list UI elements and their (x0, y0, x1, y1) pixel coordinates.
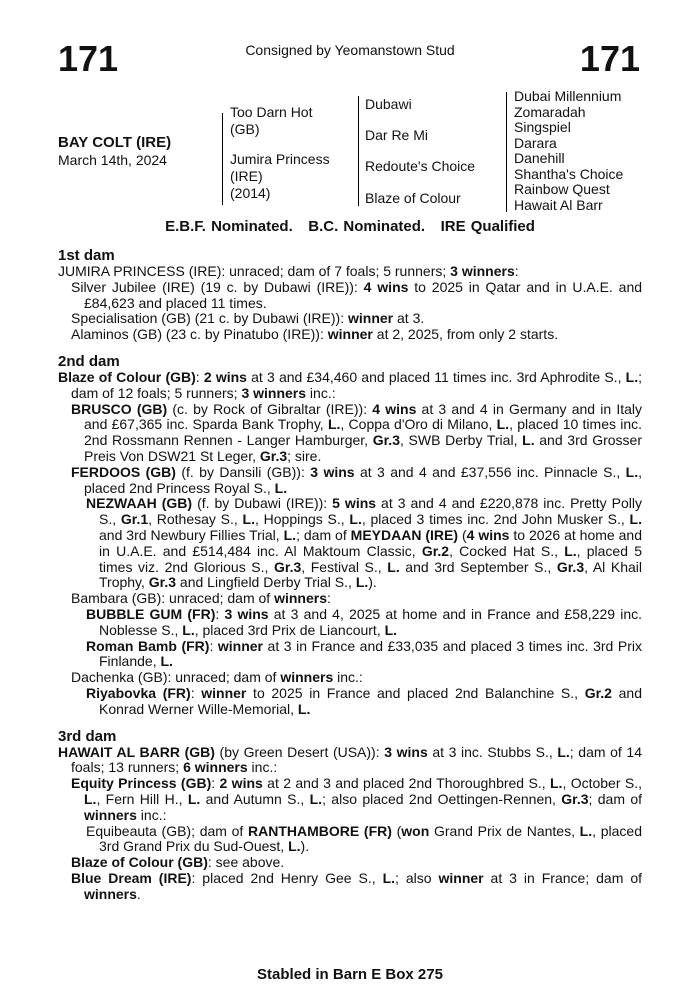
pedigree-dam-sire: Redoute's Choice (365, 158, 476, 174)
pedigree-sire-dam: Dar Re Mi (365, 127, 429, 143)
dam-entry: Blaze of Colour (GB): 2 wins at 3 and £34,460 and placed 11 times inc. 3rd Aphrodite S., L.; dam of 12 foals; 5 runners; 3 winners inc.: (58, 368, 642, 401)
produce-entry: BRUSCO (GB) (c. by Rock of Gibraltar (IRE)): 4 wins at 3 and 4 in Germany and in Italy and £67,365 inc. Sparda Bank Trophy, L., Coppa d'Oro di Milano, L., placed 10 times inc. 2nd Rossmann Rennen - Langer Hamburger, Gr.3, SWB Derby Trial, L. and 3rd Grosser Preis Von DSW21 St Leger, Gr.3; sire. (71, 400, 643, 464)
section-second-dam: 2nd dam (58, 352, 120, 370)
pedigree-sire-sire: Dubawi (365, 96, 412, 112)
produce-entry: Dachenka (GB): unraced; dam of winners inc.: (71, 669, 363, 686)
produce-entry: Blaze of Colour (GB): see above. (71, 854, 285, 871)
foaling-date: March 14th, 2024 (58, 152, 167, 168)
gen4-item: Rainbow Quest (514, 181, 610, 197)
produce-entry: Bambara (GB): unraced; dam of winners: (71, 590, 331, 607)
section-first-dam: 1st dam (58, 247, 115, 264)
gen4-item: Dubai Millennium (514, 88, 622, 104)
produce-entry: Equity Princess (GB): 2 wins at 2 and 3 and placed 2nd Thoroughbred S., L., October S., L., Fern Hill H., L. and Autumn S., L.; also placed 2nd Oettingen-Rennen, Gr.3; dam of winners inc.: (71, 775, 642, 823)
produce-entry: Silver Jubilee (IRE) (19 c. by Dubawi (IRE)): 4 wins to 2025 in Qatar and in U.A.E. and £84,623 and placed 11 times. (71, 278, 643, 311)
gen4-item: Darara (514, 134, 557, 151)
dam-entry: JUMIRA PRINCESS (IRE): unraced; dam of 7 foals; 5 runners; 3 winners: (58, 263, 519, 279)
catalogue-page-body (58, 248, 642, 902)
nominations: E.B.F. Nominated. B.C. Nominated. IRE Qualified (165, 218, 535, 235)
produce-entry: NEZWAAH (GB) (f. by Dubawi (IRE)): 5 wins at 3 and 4 and £220,878 inc. Pretty Polly S., Gr.1, Rothesay S., L., Hoppings S., L., placed 3 times inc. 2nd John Musker S., L. and 3rd Newbury Fillies Trial, L.; dam of MEYDAAN (IRE) (4 wins to 2026 at home and in U.A.E. and £514,484 inc. Al Maktoum Classic, Gr.2, Cocked Hat S., L., placed 5 times viz. 2nd Glorious S., Gr.3, Festival S., L. and 3rd September S., Gr.3, Al Khail Trophy, Gr.3 and Lingfield Derby Trial S., L.). (86, 495, 642, 591)
pedigree-sire: Too Darn Hot (GB) (230, 104, 313, 137)
gen4-item: Zomaradah (514, 103, 586, 120)
produce-entry: Specialisation (GB) (21 c. by Dubawi (IRE)): winner at 3. (71, 310, 425, 327)
lot-number-right: 171 (579, 38, 640, 79)
stabling-info: Stabled in Barn E Box 275 (257, 966, 443, 983)
pedigree-fourth-generation (514, 89, 623, 213)
pedigree-bracket-2 (358, 96, 359, 206)
produce-entry: Blue Dream (IRE): placed 2nd Henry Gee S., L.; also winner at 3 in France; dam of winners. (71, 869, 642, 902)
section-third-dam: 3rd dam (58, 727, 117, 745)
gen4-item: Hawait Al Barr (514, 196, 603, 213)
consignor: Consigned by Yeomanstown Stud (245, 42, 455, 58)
dam-entry: HAWAIT AL BARR (GB) (by Green Desert (USA)): 3 wins at 3 inc. Stubbs S., L.; dam of 14 foals; 13 runners; 6 winners inc.: (58, 743, 642, 776)
gen4-item: Shantha's Choice (514, 165, 624, 182)
produce-entry: Riyabovka (FR): winner to 2025 in France and placed 2nd Balanchine S., Gr.2 and Konrad Werner Wille-Memorial, L. (86, 684, 642, 717)
pedigree-bracket-1 (222, 113, 223, 205)
produce-entry: FERDOOS (GB) (f. by Dansili (GB)): 3 wins at 3 and 4 and £37,556 inc. Pinnacle S., L., placed 2nd Princess Royal S., L. (71, 463, 642, 496)
produce-entry: Roman Bamb (FR): winner at 3 in France and £33,035 and placed 3 times inc. 3rd Prix Finlande, L. (86, 637, 642, 670)
produce-entry: BUBBLE GUM (FR): 3 wins at 3 and 4, 2025 at home and in France and £58,229 inc. Noblesse S., L., placed 3rd Prix de Liancourt, L. (86, 605, 643, 638)
pedigree-dam: Jumira Princess (IRE) (2014) (230, 151, 330, 201)
horse-description: BAY COLT (IRE) (58, 134, 172, 151)
produce-entry: Equibeauta (GB); dam of RANTHAMBORE (FR) (won Grand Prix de Nantes, L., placed 3rd Grand Prix du Sud-Ouest, L.). (86, 822, 642, 855)
pedigree-bracket-3 (506, 92, 507, 212)
pedigree-dam-dam: Blaze of Colour (365, 190, 461, 206)
gen4-item: Danehill (514, 150, 565, 166)
produce-entry: Alaminos (GB) (23 c. by Pinatubo (IRE)): winner at 2, 2025, from only 2 starts. (71, 326, 559, 343)
lot-number-left: 171 (58, 38, 119, 79)
gen4-item: Singspiel (514, 119, 571, 135)
